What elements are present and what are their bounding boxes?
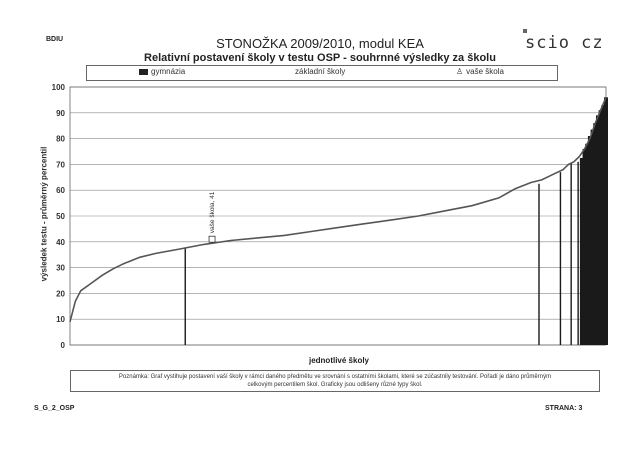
y-axis-label: výsledek testu - průměrný percentil (39, 146, 49, 282)
y-tick-label: 0 (60, 341, 65, 350)
chart-title: Relativní postavení školy v testu OSP - souhrnné výsledky za školu (144, 52, 496, 64)
gymnazia-bar (604, 97, 608, 345)
legend-label-zakladni: základní školy (295, 67, 346, 76)
gymnazia-bar (577, 162, 578, 345)
y-tick-label: 70 (56, 160, 65, 170)
y-tick-label: 10 (56, 315, 65, 325)
y-tick-label: 40 (56, 237, 65, 247)
vase-skola-annotation: vaše škola, 41 (209, 191, 217, 234)
vase-skola-marker (209, 236, 215, 242)
x-axis-label: jednotlivé školy (308, 356, 370, 365)
gymnazia-bar (570, 163, 571, 345)
gymnazia-bar (538, 184, 539, 345)
y-tick-label: 100 (51, 83, 65, 92)
scio-logo: scio cz (525, 33, 604, 53)
legend-label-vase-skola: vaše škola (466, 67, 504, 76)
gymnazia-bar (185, 247, 186, 345)
footer-code: S_G_2_OSP (34, 405, 75, 412)
page-number: STRANA: 3 (545, 405, 583, 412)
legend-label-gymnazia: gymnázia (151, 67, 186, 76)
school-marker-icon: ♙ (456, 67, 464, 76)
note-box (70, 370, 600, 392)
corner-code: BDIU (46, 36, 64, 43)
report-title: STONOŽKA 2009/2010, modul KEA (216, 36, 424, 51)
y-tick-label: 80 (56, 134, 65, 144)
y-tick-label: 30 (56, 263, 65, 273)
note-line-1: Poznámka: Graf vystihuje postavení vaší školy v rámci daného předmětu ve srovnání s ostatními školami, které se zúčastnily testování. Pořadí je dáno průměrným (118, 374, 552, 380)
y-tick-label: 50 (56, 212, 65, 221)
y-tick-label: 60 (56, 186, 65, 196)
y-tick-label: 90 (56, 108, 65, 118)
gymnazia-bar (560, 172, 561, 345)
zakladni-skoly-line (70, 97, 606, 321)
y-tick-label: 20 (56, 289, 65, 299)
note-line-2: celkovým percentilem škol. Graficky jsou odlišeny různé typy škol. (247, 382, 423, 388)
